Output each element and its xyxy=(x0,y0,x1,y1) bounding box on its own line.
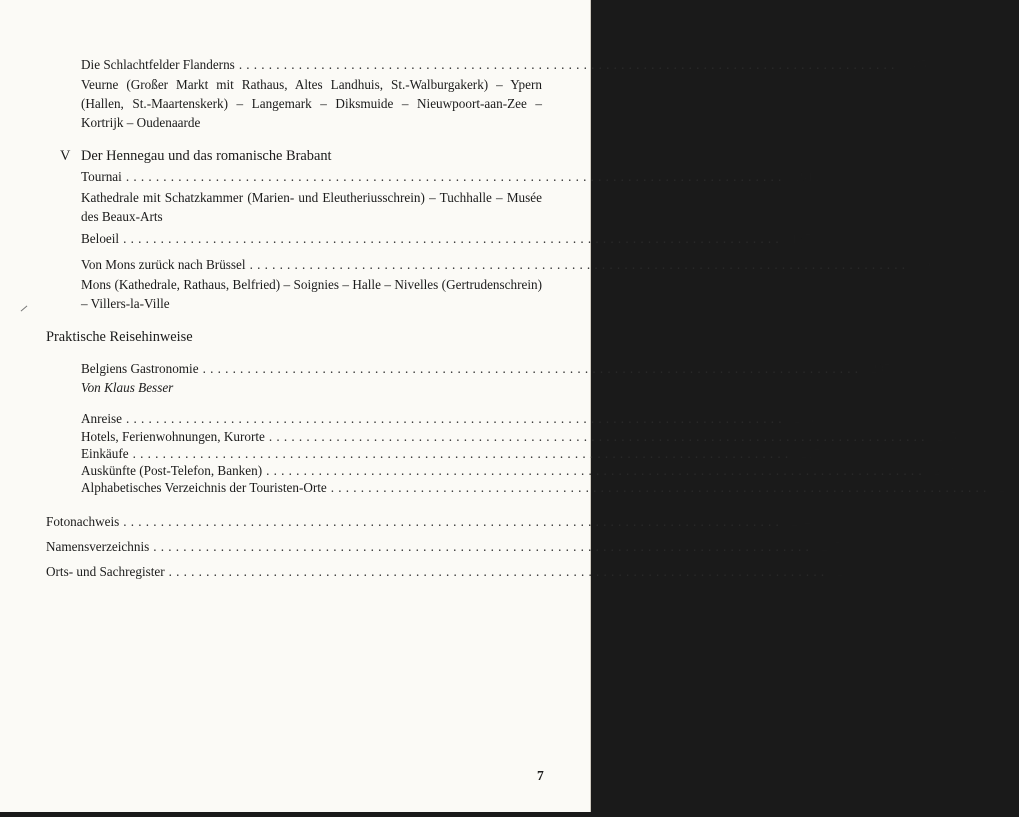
toc-entry-description: Kathedrale mit Schatzkammer (Marien- und Eleutheriusschrein) – Tuchhalle – Musée des Beaux-Arts xyxy=(81,190,542,224)
leader-dots: ........................................................................................ xyxy=(168,564,829,579)
toc-entry-page: 215 xyxy=(936,429,957,444)
toc-entry-page: 217 xyxy=(800,446,821,461)
toc-entry-page: 218 xyxy=(934,463,954,478)
leader-dots: ........................................................................................ xyxy=(249,257,910,272)
toc-entry-title: Belgiens Gastronomie xyxy=(81,361,199,376)
leader-dots: ........................................................................................ xyxy=(202,361,863,376)
toc-entry-fotonachweis[interactable] xyxy=(46,513,811,531)
toc-entry-title: Namensverzeichnis xyxy=(46,539,150,554)
margin-pen-mark xyxy=(21,306,28,312)
toc-entry-title: Orts- und Sachregister xyxy=(46,564,165,579)
toc-entry-page: 191 xyxy=(793,169,814,184)
toc-entry-title: Einkäufe xyxy=(81,446,129,461)
leader-dots: ........................................................................................ xyxy=(268,429,929,444)
toc-entry-verzeichnis[interactable] xyxy=(81,479,1019,497)
leader-dots: ........................................................................................ xyxy=(123,231,783,246)
toc-entry-title: Auskünfte (Post-Telefon, Banken) xyxy=(81,463,263,478)
leader-dots: ........................................................................................ xyxy=(153,539,813,554)
toc-entry-namensverzeichnis[interactable] xyxy=(46,538,841,556)
toc-entry-anreise[interactable] xyxy=(81,410,814,428)
leader-dots: ........................................................................................ xyxy=(123,514,783,529)
toc-entry-hotels[interactable] xyxy=(81,428,957,446)
leader-dots: ........................................................................................ xyxy=(132,446,793,461)
toc-entry-gastronomie[interactable] xyxy=(81,360,891,378)
leader-dots: ........................................................................................ xyxy=(126,411,786,426)
toc-entry-page: 205 xyxy=(870,361,891,376)
toc-entry-page: 219 xyxy=(998,480,1019,495)
chapter-numeral: V xyxy=(60,148,71,164)
leader-dots: ........................................................................................ xyxy=(125,169,786,184)
toc-entry-page: 239 xyxy=(836,564,857,579)
leader-dots: ........................................................................................ xyxy=(330,480,991,495)
toc-entry-schlachtfelder[interactable] xyxy=(81,56,927,74)
toc-entry-title: Von Mons zurück nach Brüssel xyxy=(81,257,246,272)
toc-entry-mons[interactable] xyxy=(81,256,938,274)
toc-entry-page: 198 xyxy=(917,257,938,272)
toc-entry-author: Von Klaus Besser xyxy=(81,380,174,395)
toc-entry-einkaeufe[interactable] xyxy=(81,445,821,463)
chapter-title: Der Hennegau und das romanische Brabant xyxy=(81,148,332,164)
toc-entry-title: Anreise xyxy=(81,411,123,426)
toc-entry-page: 185 xyxy=(906,57,927,72)
toc-entry-title: Beloeil xyxy=(81,231,120,246)
toc-entry-page: 235 xyxy=(821,539,841,554)
section-title: Praktische Reisehinweise xyxy=(46,329,193,345)
page-number: 7 xyxy=(537,768,544,783)
toc-entry-description: Mons (Kathedrale, Rathaus, Belfried) – Soignies – Halle – Nivelles (Gertrudenschrein) – Villers-la-Ville xyxy=(81,277,542,311)
toc-entry-title: Die Schlachtfelder Flanderns xyxy=(81,57,235,72)
toc-entry-page: 197 xyxy=(791,231,811,246)
toc-entry-register[interactable] xyxy=(46,563,857,581)
toc-entry-title: Alphabetisches Verzeichnis der Touristen-Orte xyxy=(81,480,327,495)
leader-dots: ........................................................................................ xyxy=(238,57,899,72)
leader-dots: ........................................................................................ xyxy=(266,463,926,478)
toc-entry-page: 213 xyxy=(793,411,814,426)
toc-entry-title: Fotonachweis xyxy=(46,514,120,529)
toc-entry-beloeil[interactable] xyxy=(81,230,811,248)
toc-entry-page: 234 xyxy=(791,514,811,529)
toc-entry-tournai[interactable] xyxy=(81,168,814,186)
toc-entry-description: Veurne (Großer Markt mit Rathaus, Altes Landhuis, St.-Walburgakerk) – Ypern (Hallen, St.-Maartenskerk) – Langemark – Diksmuide – Nieuwpoort-aan-Zee – Kortrijk – Oudenaarde xyxy=(81,77,542,130)
toc-entry-auskuenfte[interactable] xyxy=(81,462,954,480)
toc-entry-title: Tournai xyxy=(81,169,122,184)
toc-entry-title: Hotels, Ferienwohnungen, Kurorte xyxy=(81,429,265,444)
